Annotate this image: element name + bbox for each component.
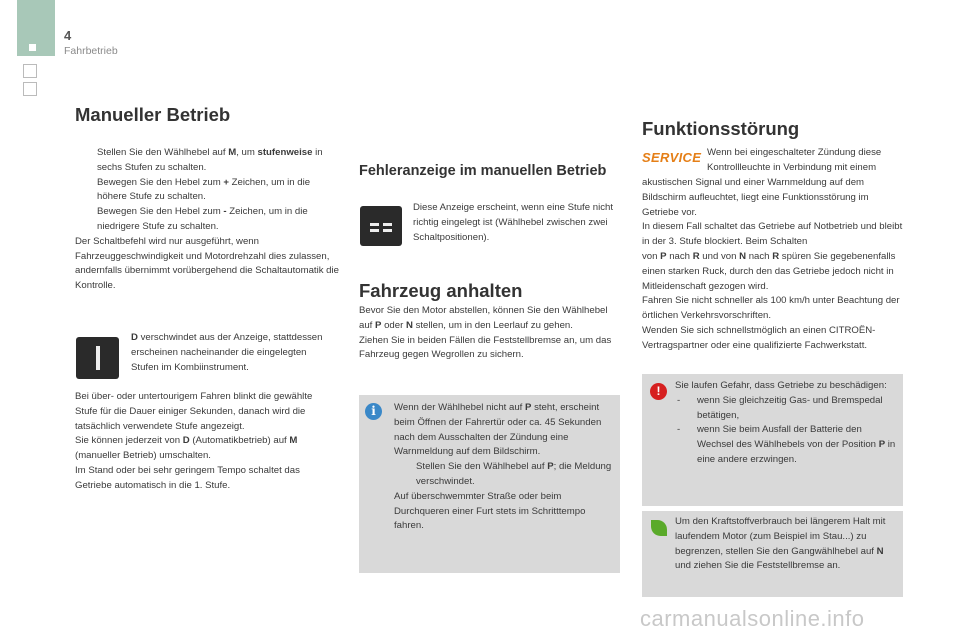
paragraph: Um den Kraftstoffverbrauch bei längerem Halt mit laufendem Motor (zum Beispiel im Stau...) zu begrenzen, stellen Sie den Gangwählhebel auf N und ziehen Sie die Feststellbremse an.: [675, 516, 886, 572]
chapter-tab: [17, 0, 55, 56]
paragraph: In diesem Fall schaltet das Getriebe auf Notbetrieb und bleibt in der 3. Stufe blockiert. Beim Schalten: [642, 221, 903, 248]
heading-fault-display: Fehleranzeige im manuellen Betrieb: [359, 163, 607, 179]
malfunction-intro: Wenn bei eingeschalteter Zündung diese Kontrollleuchte in Verbindung mit einem: [707, 147, 882, 173]
list-item: Stellen Sie den Wählhebel auf P; die Meldung verschwindet.: [416, 461, 612, 487]
info-box: [359, 395, 620, 573]
paragraph: von P nach R und von N nach R spüren Sie gegebenenfalls einen starken Ruck, durch den das Getriebe jedoch nicht in Mitleidenschaft gezogen wird.: [642, 250, 896, 292]
stop-vehicle-text: [359, 304, 619, 363]
page-number: 4: [64, 28, 72, 43]
d-disappears-text: D verschwindet aus der Anzeige, stattdessen erscheinen nacheinander die eingelegten Stufen im Kombiinstrument.: [131, 332, 323, 373]
list-item: Bewegen Sie den Hebel zum - Zeichen, um in die niedrigere Stufe zu schalten.: [97, 206, 308, 232]
fault-text: Diese Anzeige erscheint, wenn eine Stufe nicht richtig eingelegt ist (Wählhebel zwischen zwei Schaltpositionen).: [413, 202, 613, 243]
manual-mode-notes: [75, 390, 335, 494]
warning-box: [642, 374, 903, 506]
paragraph: Im Stand oder bei sehr geringem Tempo schaltet das Getriebe automatisch in die 1. Stufe.: [75, 464, 300, 491]
paragraph: Der Schaltbefehl wird nur ausgeführt, wenn Fahrzeuggeschwindigkeit und Motordrehzahl dies zulassen, andernfalls übernimmt vorübergehend die Schaltautomatik die Kontrolle.: [75, 235, 339, 292]
heading-manual-mode: Manueller Betrieb: [75, 104, 231, 125]
list-item: - wenn Sie gleichzeitig Gas- und Bremspedal betätigen,: [677, 394, 883, 421]
paragraph: Ziehen Sie in beiden Fällen die Feststellbremse an, um das Fahrzeug gegen Wegrollen zu sichern.: [359, 334, 612, 361]
section-label: Fahrbetrieb: [64, 45, 118, 57]
paragraph: Fahren Sie nicht schneller als 100 km/h unter Beachtung der örtlichen Verkehrsvorschriften.: [642, 295, 900, 322]
paragraph: Sie laufen Gefahr, dass Getriebe zu beschädigen:: [675, 380, 887, 391]
eco-box: [642, 511, 903, 597]
list-item: Stellen Sie den Wählhebel auf M, um stufenweise in sechs Stufen zu schalten.: [97, 147, 323, 173]
tab-square-icon: [29, 44, 36, 51]
service-warning-icon: SERVICE: [642, 150, 702, 165]
heading-malfunction: Funktionsstörung: [642, 118, 800, 139]
manual-mode-text: [75, 146, 340, 294]
malfunction-text: [642, 176, 904, 354]
watermark: carmanualsonline.info: [640, 606, 865, 631]
paragraph: Sie können jederzeit von D (Automatikbetrieb) auf M (manueller Betrieb) umschalten.: [75, 435, 298, 462]
paragraph: akustischen Signal und einer Warnmeldung auf dem Bildschirm aufleuchtet, liegt eine Funktionsstörung im Getriebe vor.: [642, 177, 869, 218]
paragraph: Wenden Sie sich schnellstmöglich an einen CITROËN-Vertragspartner oder eine qualifizierte Fachwerkstatt.: [642, 324, 876, 351]
empty-box-icon: [23, 82, 37, 96]
gear-display-icon: [76, 337, 119, 379]
info-icon: i: [365, 403, 382, 420]
paragraph: Bevor Sie den Motor abstellen, können Sie den Wählhebel auf P oder N stellen, um in den Leerlauf zu gehen.: [359, 305, 608, 331]
list-item: Bewegen Sie den Hebel zum + Zeichen, um in die höhere Stufe zu schalten.: [97, 176, 311, 203]
paragraph: Wenn der Wählhebel nicht auf P steht, erscheint beim Öffnen der Fahrertür oder ca. 45 Sekunden nach dem Ausschalten der Zündung eine Warnmeldung auf dem Bildschirm.: [394, 402, 602, 458]
paragraph: Auf überschwemmter Straße oder beim Durchqueren einer Furt stets im Schritttempo fahren.: [394, 490, 586, 532]
paragraph: Bei über- oder untertourigem Fahren blinkt die gewählte Stufe für die Dauer einiger Sekunden, danach wird die tatsächlich verwendete Stufe angezeigt.: [75, 391, 313, 432]
warning-icon: !: [650, 383, 667, 400]
empty-box-icon: [23, 64, 37, 78]
heading-stop-vehicle: Fahrzeug anhalten: [359, 280, 523, 301]
fault-indicator-icon: [360, 206, 402, 246]
eco-leaf-icon: [651, 520, 667, 536]
list-item: - wenn Sie beim Ausfall der Batterie den Wechsel des Wählhebels von der Position P in eine andere erzwingen.: [677, 424, 896, 465]
